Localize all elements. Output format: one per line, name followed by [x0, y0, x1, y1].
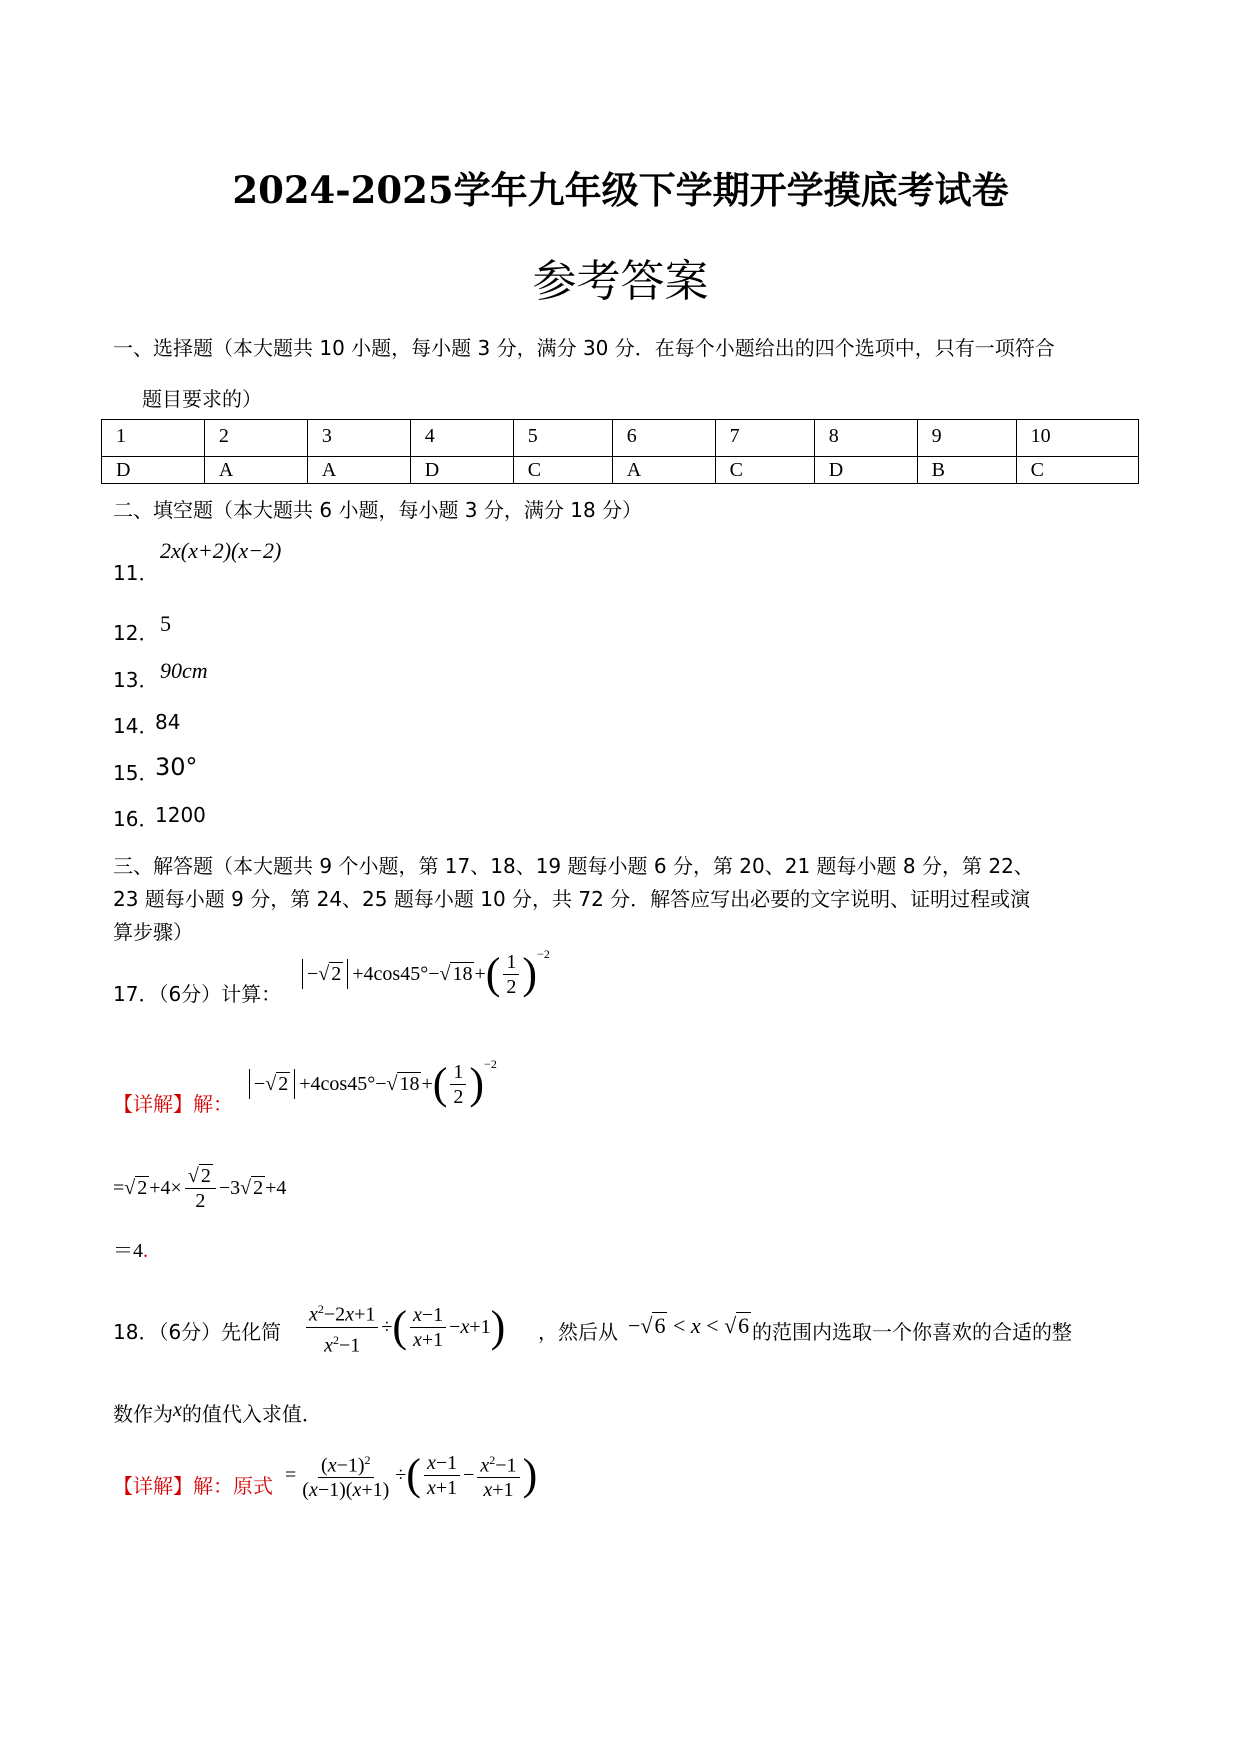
item-number: 14． — [113, 714, 159, 738]
table-cell: C — [513, 457, 612, 484]
page-title: 2024-2025学年九年级下学期开学摸底考试卷 — [232, 168, 1009, 212]
section1-heading: 一、选择题（本大题共 10 小题，每小题 3 分，满分 30 分．在每个小题给出的四个选项中，只有一项符合 — [113, 336, 1055, 360]
section3-heading-cont: 23 题每小题 9 分，第 24、25 题每小题 10 分，共 72 分．解答应写出必要的文字说明、证明过程或演 — [113, 887, 1031, 911]
item-number: 15． — [113, 761, 159, 785]
q18-solution-step1: = $\frac{(x-1)^2}{(x-1)(x+1)}$ ÷ ( $\frac{x-1}{x+1}$ − $\frac{x^2-1}{x+1}$ ) — [285, 1440, 537, 1510]
section3-heading: 三、解答题（本大题共 9 个小题，第 17、18、19 题每小题 6 分，第 20、21 题每小题 8 分，第 22、 — [113, 854, 1034, 878]
q17-solution-step2: =√ 2 +4× $\frac{√ 2}{2}$ −3√ 2 +4 — [113, 1164, 287, 1212]
page-subtitle: 参考答案 — [532, 256, 709, 307]
table-cell: D — [814, 457, 917, 484]
answer-14: 84 — [155, 710, 181, 734]
answer-16: 1200 — [155, 803, 206, 827]
table-cell: C — [1016, 457, 1138, 484]
table-cell: B — [917, 457, 1016, 484]
q18-line2-b: 的值代入求值． — [181, 1402, 322, 1426]
question-18-label: 18．（6分）先化简 — [113, 1320, 282, 1344]
table-cell: 4 — [410, 420, 513, 457]
q17-result — [113, 1234, 148, 1263]
table-cell: C — [715, 457, 814, 484]
answer-15: 30° — [155, 753, 198, 781]
item-number: 11． — [113, 561, 159, 585]
q17-result-value: ＝4 — [113, 1240, 143, 1262]
table-cell: 5 — [513, 420, 612, 457]
answer-table-answers — [102, 457, 1139, 484]
table-cell: A — [204, 457, 307, 484]
answer-table-numbers — [102, 420, 1139, 457]
table-cell: 1 — [102, 420, 205, 457]
section2-heading: 二、填空题（本大题共 6 小题，每小题 3 分，满分 18 分） — [113, 498, 643, 522]
table-cell: A — [612, 457, 715, 484]
q18-var: x — [173, 1399, 182, 1421]
question-17-label: 17．（6分）计算： — [113, 982, 282, 1006]
answer-table — [101, 419, 1139, 484]
item-number: 12． — [113, 621, 159, 645]
table-cell: 9 — [917, 420, 1016, 457]
table-cell: 2 — [204, 420, 307, 457]
table-cell: 3 — [307, 420, 410, 457]
table-cell: 6 — [612, 420, 715, 457]
q18-range: −√6 < x < √6 — [628, 1313, 750, 1338]
q18-detail-label: 【详解】解：原式 — [113, 1474, 273, 1498]
item-number: 13． — [113, 668, 159, 692]
answer-11: 2x(x+2)(x−2) — [160, 538, 282, 563]
q18-line2-a: 数作为 — [113, 1402, 173, 1426]
item-number: 16． — [113, 807, 159, 831]
answer-12: 5 — [160, 611, 171, 636]
section1-heading-cont: 题目要求的） — [142, 387, 262, 411]
table-cell: D — [410, 457, 513, 484]
q17-solution-step1: −√ 2 +4cos45°−√ 18 + ( $\frac{1}{2}$ ) $^{-2}$ — [245, 1054, 497, 1114]
table-cell: A — [307, 457, 410, 484]
question-17-expression: −√ 2 +4cos45°−√ 18 + ( $\frac{1}{2}$ ) $^{-2}$ — [298, 944, 550, 1004]
q17-step2-end: +4 — [265, 1176, 287, 1199]
table-cell: D — [102, 457, 205, 484]
q17-detail-label: 【详解】解： — [113, 1092, 233, 1116]
section3-heading-cont: 算步骤） — [113, 920, 193, 944]
table-cell: 8 — [814, 420, 917, 457]
q18-end-text: 的范围内选取一个你喜欢的合适的整 — [752, 1320, 1072, 1344]
table-cell: 10 — [1016, 420, 1138, 457]
answer-13: 90cm — [160, 658, 208, 683]
table-cell: 7 — [715, 420, 814, 457]
question-18-expression: $\frac{x^2-2x+1}{x^2-1}$ ÷ ( $\frac{x-1}{x+1}$ − x +1 ) — [303, 1292, 505, 1362]
q17-period: . — [143, 1240, 148, 1262]
q18-line2 — [113, 1398, 322, 1427]
q18-mid-text: ，然后从 — [538, 1320, 618, 1344]
